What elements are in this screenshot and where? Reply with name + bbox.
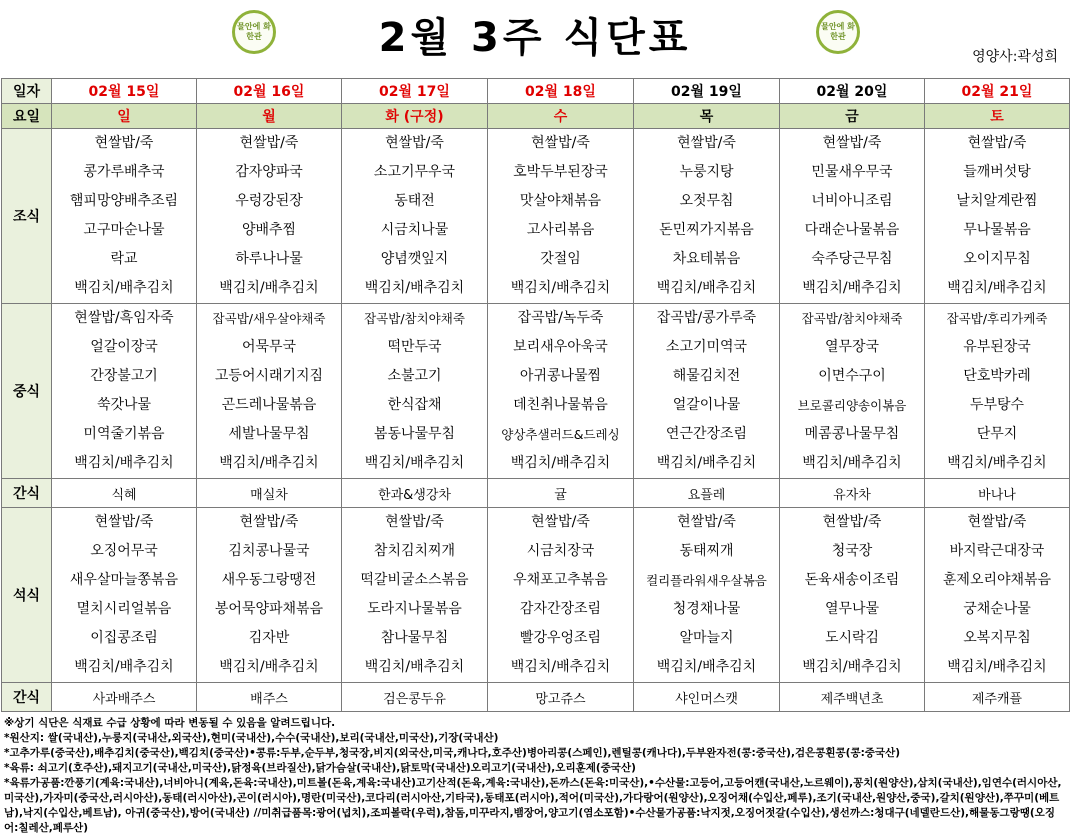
menu-item: 떡갈비굴소스볶음 [360, 572, 469, 588]
menu-item: 백김치/배추김치 [74, 455, 174, 471]
dinner-row-cell [925, 508, 1070, 683]
breakfast-row-cell [488, 129, 634, 304]
menu-item: 백김치/배추김치 [364, 280, 465, 296]
menu-item: 백김치/배추김치 [802, 455, 902, 471]
menu-item: 청국장 [831, 543, 873, 559]
menu-item: 호박두부된장국 [513, 164, 608, 180]
menu-item: 시금치나물 [380, 222, 449, 238]
page-title: 2월 3주 식단표 [378, 15, 692, 61]
menu-item: 백김치/배추김치 [219, 659, 319, 675]
menu-item: 브로콜리양송이볶음 [797, 398, 907, 413]
menu-item: 잡곡밥/참치야채죽 [364, 311, 465, 326]
header [0, 0, 1070, 78]
menu-item: 백김치/배추김치 [74, 659, 174, 675]
menu-item: 잡곡밥/콩가루죽 [656, 310, 757, 326]
menu-item: 오이지무침 [963, 251, 1031, 267]
menu-item: 오징어무국 [90, 543, 158, 559]
breakfast-row-cell [780, 129, 925, 304]
day-row-cell: 화 (구정) [342, 104, 488, 129]
menu-item: 백김치/배추김치 [947, 455, 1047, 471]
menu-item: 돈민찌가지볶음 [659, 222, 754, 238]
menu-item: 오복지무침 [963, 630, 1031, 646]
menu-item: 양배추찜 [241, 222, 297, 238]
menu-item: 소고기무우국 [373, 164, 456, 180]
menu-item: 연근간장조림 [665, 426, 748, 442]
date-row [2, 79, 1070, 104]
menu-item: 컬리플라워새우살볶음 [646, 573, 767, 588]
lunch-row-cell [342, 304, 488, 479]
menu-item: 현쌀밥/죽 [531, 135, 590, 151]
lunch-row-cell [197, 304, 342, 479]
row-label-breakfast: 조식 [2, 129, 52, 304]
lunch-row-cell [634, 304, 780, 479]
snack1-row-cell: 바나나 [925, 479, 1070, 508]
menu-item: 다래순나물볶음 [804, 222, 900, 238]
menu-item: 데친취나물볶음 [513, 397, 608, 413]
menu-item: 얼갈이장국 [90, 339, 158, 355]
snack1-row-cell: 한과&생강차 [342, 479, 488, 508]
menu-item: 현쌀밥/죽 [94, 514, 154, 530]
menu-item: 아귀콩나물찜 [519, 368, 602, 384]
menu-item: 차요테볶음 [672, 251, 741, 267]
menu-item: 김치콩나물국 [228, 543, 310, 559]
menu-item: 궁채순나물 [963, 601, 1031, 617]
logo-right [816, 10, 860, 54]
note-line: *원산지: 쌀(국내산),누룽지(국내산,외국산),현미(국내산),수수(국내산),보리(국내산,미국산),기장(국내산) [4, 732, 499, 744]
menu-item: 백김치/배추김치 [656, 659, 757, 675]
menu-item: 락교 [110, 251, 138, 267]
dinner-row-cell [488, 508, 634, 683]
menu-item: 현쌀밥/죽 [677, 135, 736, 151]
snack2-row [2, 683, 1070, 712]
menu-item: 새우살마늘쫑볶음 [69, 572, 179, 588]
breakfast-row-cell [342, 129, 488, 304]
menu-item: 단무지 [976, 426, 1018, 442]
menu-item: 감자양파국 [235, 164, 303, 180]
menu-item: 현쌀밥/죽 [239, 514, 299, 530]
menu-item: 미역줄기볶음 [83, 426, 165, 442]
snack2-row-cell: 샤인머스캣 [634, 683, 780, 712]
menu-item: 잡곡밥/참치야채죽 [801, 311, 903, 326]
menu-item: 백김치/배추김치 [947, 659, 1047, 675]
note-line: ※상기 식단은 식재료 수급 상황에 따라 변동될 수 있음을 알려드립니다. [4, 717, 336, 729]
menu-item: 콩가루배추국 [83, 164, 165, 180]
menu-item: 이면수구이 [818, 368, 886, 384]
menu-item: 어묵무국 [241, 339, 297, 355]
menu-item: 세발나물무침 [228, 426, 310, 442]
logo-right-text: 물안에 화한관 [821, 22, 855, 41]
date-row-cell: 02월 17일 [342, 79, 488, 104]
lunch-row-cell [52, 304, 197, 479]
menu-item: 백김치/배추김치 [364, 455, 465, 471]
dinner-row-cell [52, 508, 197, 683]
menu-item: 소불고기 [387, 368, 442, 384]
menu-item: 현쌀밥/죽 [967, 135, 1027, 151]
menu-item: 누룽지탕 [679, 164, 734, 180]
date-row-cell: 02월 19일 [634, 79, 780, 104]
note-line: *고추가루(중국산),배추김치(중국산),백김치(중국산)•콩류:두부,순두부,청국장,비지(외국산,미국,캐나다,호주산)병아리콩(스페인),렌틸콩(캐나다),두부완자전(콩:중국산),검은콩흰콩(콩:중국산) [4, 747, 901, 759]
breakfast-row [2, 129, 1070, 304]
menu-item: 돈육새송이조림 [804, 572, 900, 588]
menu-item: 백김치/배추김치 [656, 280, 757, 296]
menu-item: 열무장국 [824, 339, 880, 355]
date-row-cell: 02월 20일 [780, 79, 925, 104]
breakfast-row-cell [634, 129, 780, 304]
menu-item: 우채포고추볶음 [513, 572, 608, 588]
menu-item: 양념깻잎지 [380, 251, 449, 267]
menu-item: 현쌀밥/죽 [822, 135, 882, 151]
menu-item: 현쌀밥/죽 [531, 514, 590, 530]
day-row-cell: 금 [780, 104, 925, 129]
snack2-row-cell: 배주스 [197, 683, 342, 712]
menu-item: 현쌀밥/죽 [677, 514, 736, 530]
menu-item: 백김치/배추김치 [802, 659, 902, 675]
menu-item: 두부탕수 [969, 397, 1025, 413]
logo-left-text: 물안에 화한관 [237, 22, 271, 41]
lunch-row-cell [925, 304, 1070, 479]
breakfast-row-cell [925, 129, 1070, 304]
menu-item: 훈제오리야채볶음 [942, 572, 1052, 588]
menu-item: 들깨버섯탕 [963, 164, 1031, 180]
menu-item: 고사리볶음 [526, 222, 595, 238]
menu-item: 햄피망양배추조림 [69, 193, 179, 209]
snack1-row-cell: 식혜 [52, 479, 197, 508]
menu-item: 청경채나물 [672, 601, 741, 617]
menu-item: 쑥갓나물 [96, 397, 152, 413]
menu-item: 고등어시래기지짐 [214, 368, 324, 384]
snack1-row [2, 479, 1070, 508]
menu-item: 오젓무침 [679, 193, 734, 209]
menu-item: 백김치/배추김치 [74, 280, 174, 296]
menu-item: 얼갈이나물 [672, 397, 741, 413]
menu-item: 유부된장국 [963, 339, 1031, 355]
day-row-cell: 월 [197, 104, 342, 129]
menu-item: 너비아니조림 [811, 193, 893, 209]
lunch-row-cell [488, 304, 634, 479]
menu-item: 시금치장국 [526, 543, 595, 559]
menu-item: 김자반 [248, 630, 290, 646]
row-label-snack2: 간식 [2, 683, 52, 712]
menu-item: 새우동그랑땡전 [221, 572, 317, 588]
snack1-row-cell: 유자차 [780, 479, 925, 508]
menu-item: 한식잡채 [387, 397, 442, 413]
row-label-day: 요일 [2, 104, 52, 129]
menu-item: 무나물볶음 [963, 222, 1031, 238]
menu-item: 간장불고기 [90, 368, 158, 384]
menu-item: 맛살야채볶음 [519, 193, 602, 209]
menu-item: 알마늘지 [679, 630, 734, 646]
menu-item: 현쌀밥/죽 [967, 514, 1027, 530]
note-line: *육류: 쇠고기(호주산),돼지고기(국내산,미국산),닭정육(브라질산),닭가슴살(국내산),닭토막(국내산)오리고기(국내산),오리훈제(중국산) [4, 762, 636, 774]
menu-item: 백김치/배추김치 [510, 659, 611, 675]
menu-item: 백김치/배추김치 [947, 280, 1047, 296]
date-row-cell: 02월 15일 [52, 79, 197, 104]
menu-item: 참치김치찌개 [373, 543, 456, 559]
row-label-date: 일자 [2, 79, 52, 104]
menu-item: 현쌀밥/흑임자죽 [74, 310, 174, 326]
menu-item: 숙주당근무침 [811, 251, 893, 267]
menu-item: 백김치/배추김치 [219, 455, 319, 471]
snack1-row-cell: 귤 [488, 479, 634, 508]
menu-item: 빨강우엉조림 [519, 630, 602, 646]
menu-item: 백김치/배추김치 [656, 455, 757, 471]
snack2-row-cell: 사과배주스 [52, 683, 197, 712]
menu-item: 하루나나물 [235, 251, 303, 267]
menu-item: 열무나물 [824, 601, 880, 617]
menu-item: 소고기미역국 [665, 339, 748, 355]
menu-item: 백김치/배추김치 [364, 659, 465, 675]
menu-item: 도라지나물볶음 [367, 601, 462, 617]
menu-item: 백김치/배추김치 [802, 280, 902, 296]
menu-item: 고구마순나물 [83, 222, 165, 238]
menu-item: 단호박카레 [963, 368, 1031, 384]
menu-item: 잡곡밥/녹두죽 [517, 310, 604, 326]
menu-item: 동태찌개 [679, 543, 734, 559]
menu-item: 민물새우무국 [811, 164, 893, 180]
day-row-cell: 일 [52, 104, 197, 129]
menu-item: 현쌀밥/죽 [385, 135, 444, 151]
menu-item: 봉어묵양파채볶음 [214, 601, 324, 617]
lunch-row-cell [780, 304, 925, 479]
menu-table [1, 78, 1070, 712]
snack1-row-cell: 요플레 [634, 479, 780, 508]
menu-item: 멸치시리얼볶음 [76, 601, 172, 617]
row-label-lunch: 중식 [2, 304, 52, 479]
menu-item: 현쌀밥/죽 [239, 135, 299, 151]
menu-item: 메콤콩나물무침 [804, 426, 900, 442]
dinner-row-cell [634, 508, 780, 683]
menu-item: 보리새우아욱국 [513, 339, 608, 355]
date-row-cell: 02월 21일 [925, 79, 1070, 104]
menu-item: 갓절임 [540, 251, 581, 267]
snack2-row-cell: 제주캐플 [925, 683, 1070, 712]
breakfast-row-cell [197, 129, 342, 304]
menu-item: 백김치/배추김치 [510, 280, 611, 296]
menu-item: 바지락근대장국 [949, 543, 1045, 559]
row-label-snack1: 간식 [2, 479, 52, 508]
menu-item: 현쌀밥/죽 [385, 514, 444, 530]
date-row-cell: 02월 16일 [197, 79, 342, 104]
breakfast-row-cell [52, 129, 197, 304]
menu-item: 날치알계란찜 [956, 193, 1038, 209]
day-row-cell: 토 [925, 104, 1070, 129]
date-row-cell: 02월 18일 [488, 79, 634, 104]
snack2-row-cell: 제주백년초 [780, 683, 925, 712]
dinner-row [2, 508, 1070, 683]
menu-item: 이집콩조림 [90, 630, 158, 646]
snack2-row-cell: 검은콩두유 [342, 683, 488, 712]
menu-item: 도시락김 [824, 630, 880, 646]
menu-item: 현쌀밥/죽 [94, 135, 154, 151]
menu-item: 떡만두국 [387, 339, 442, 355]
note-line: *육류가공품:깐풍기(계육:국내산),너비아니(계육,돈육:국내산),미트볼(돈육,계육:국내산)고기산적(돈육,계육:국내산),돈까스(돈육:미국산),•수산물:고등어,고등어캔(국내산,노르웨이),꽁치(원양산),삼치(국내산),임연수(러시아산,미국산),가자미(중국산,러시아산),동태(러시아산),곤이(러시아),명란(미국산),코다리(러시아산,기타국),동태포(러시아),적어(미국산),가다랑어(원양산),오징어채(수입산,페루),조기(국내산,원양산,중국),갈치(원양산),쭈꾸미(베트남),낙지(수입산,베트남), 아귀(중국산),방어(국내산) //미취급품목:광어(넙치),조피볼락(우럭),참돔,미꾸라지,뱀장어,양고기(염소포함)•수산물가공품:낙지젓,오징어젓갈(수입산),생선까스:청대구(네델란드산),해물동그랑땡(오징어:칠레산,페루산) [4, 777, 1062, 834]
notes-section [4, 716, 1066, 836]
menu-item: 양상추샐러드&드레싱 [501, 427, 620, 442]
day-row-cell: 수 [488, 104, 634, 129]
menu-item: 곤드레나물볶음 [221, 397, 317, 413]
menu-item: 잡곡밥/후리가케죽 [946, 311, 1048, 326]
dinner-row-cell [780, 508, 925, 683]
row-label-dinner: 석식 [2, 508, 52, 683]
day-row-cell: 목 [634, 104, 780, 129]
menu-item: 동태전 [394, 193, 435, 209]
menu-item: 우렁강된장 [235, 193, 303, 209]
nutritionist-name: 영양사:곽성희 [972, 49, 1058, 65]
menu-item: 해물김치전 [672, 368, 741, 384]
lunch-row [2, 304, 1070, 479]
menu-item: 백김치/배추김치 [510, 455, 611, 471]
menu-item: 백김치/배추김치 [219, 280, 319, 296]
menu-item: 봄동나물무침 [373, 426, 456, 442]
menu-item: 감자간장조림 [519, 601, 602, 617]
menu-item: 잡곡밥/새우살야채죽 [212, 311, 326, 326]
dinner-row-cell [197, 508, 342, 683]
day-row [2, 104, 1070, 129]
menu-item: 참나물무침 [380, 630, 449, 646]
snack1-row-cell: 매실차 [197, 479, 342, 508]
menu-item: 현쌀밥/죽 [822, 514, 882, 530]
dinner-row-cell [342, 508, 488, 683]
snack2-row-cell: 망고쥬스 [488, 683, 634, 712]
